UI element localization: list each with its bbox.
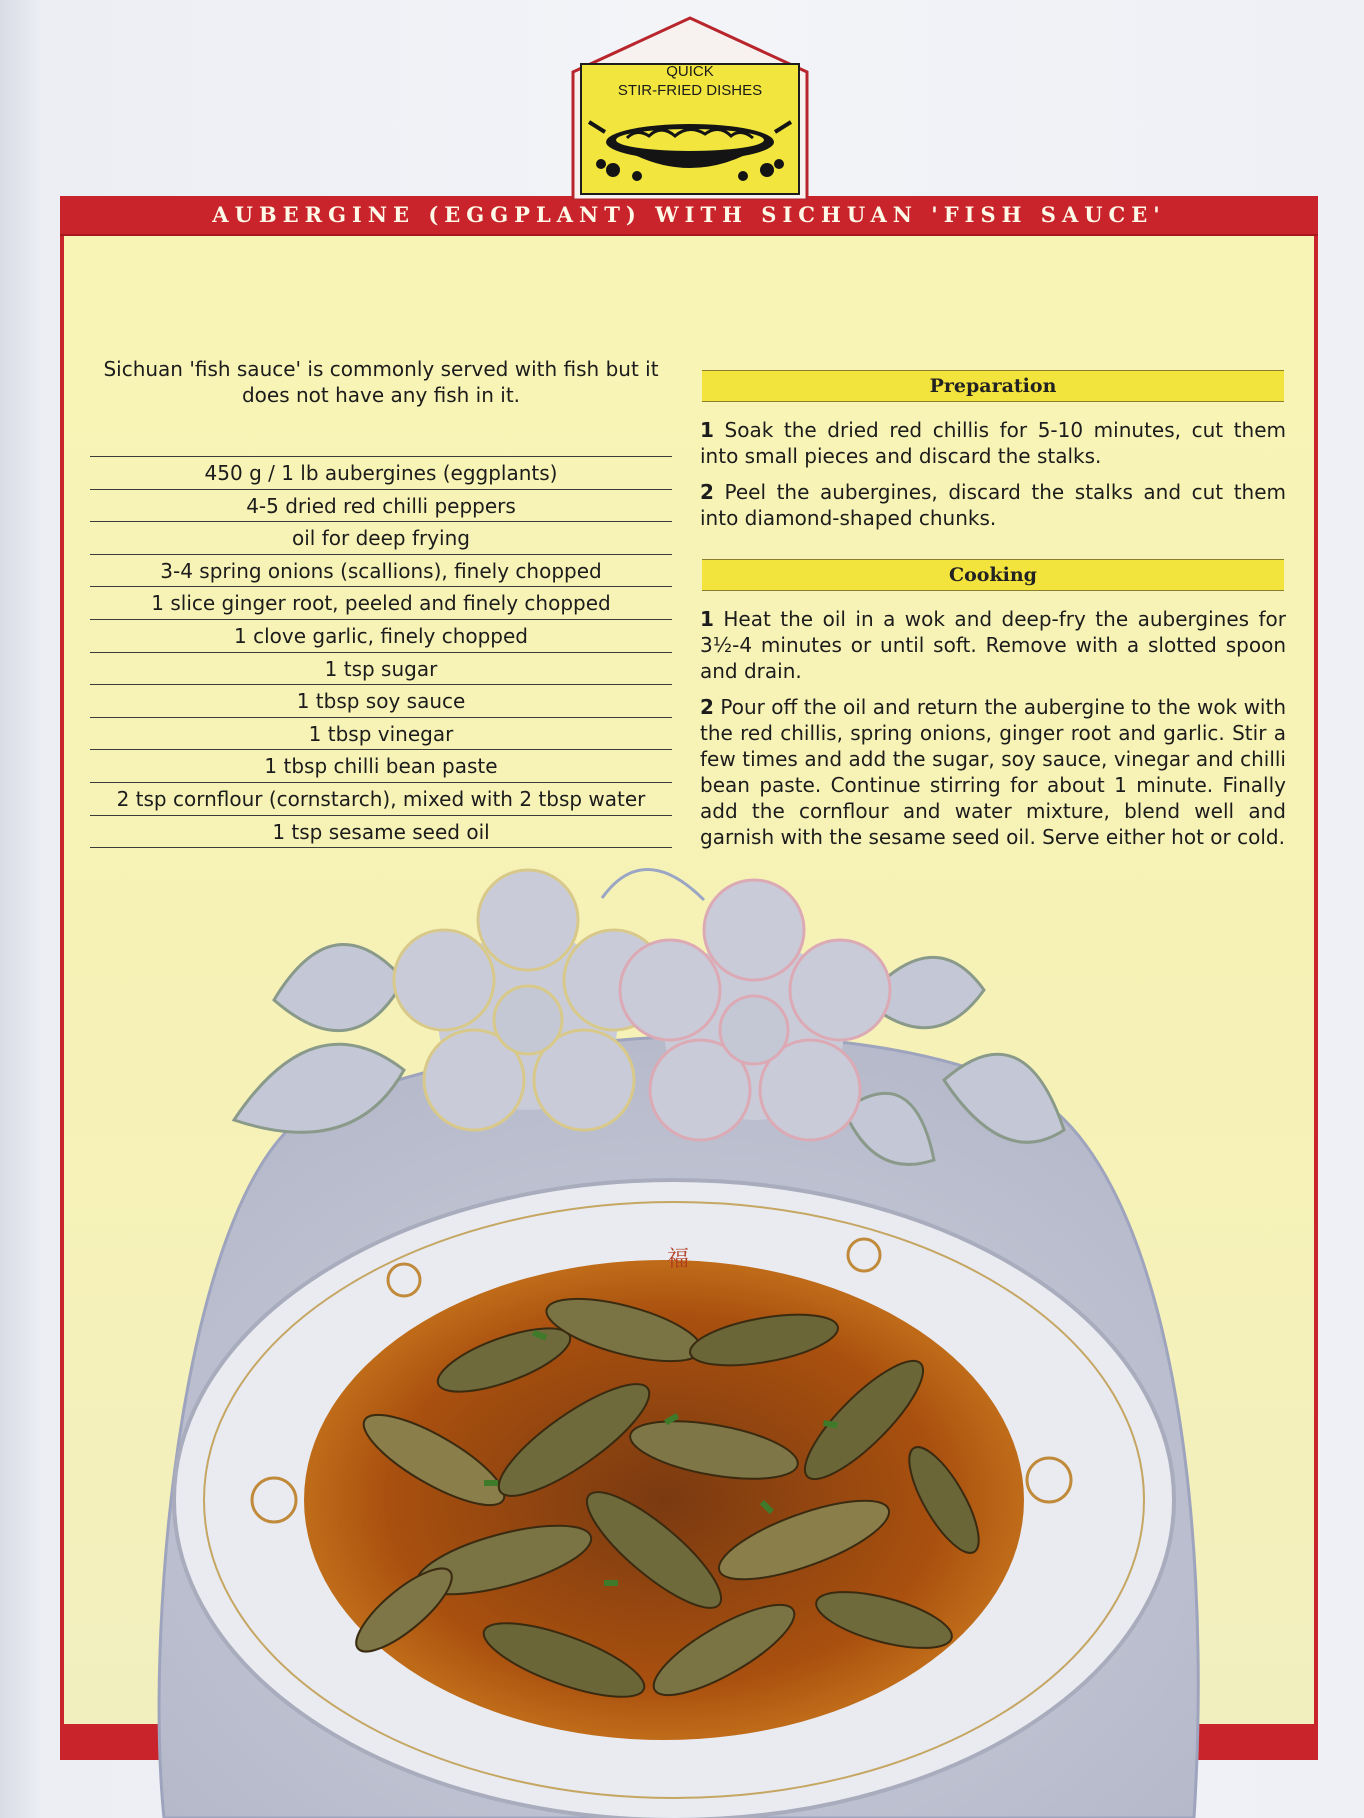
cooking-step: [700, 694, 1286, 850]
preparation-step: [700, 479, 1286, 531]
preparation-heading: Preparation: [702, 370, 1284, 402]
serving-plate: [174, 1180, 1174, 1818]
step-number: 1: [700, 418, 714, 442]
step-number: 1: [700, 607, 714, 631]
title-bar: [60, 196, 1318, 234]
step-number: 2: [700, 480, 714, 504]
step-text: Peel the aubergines, discard the stalks and cut them into diamond-shaped chunks.: [700, 480, 1287, 530]
ingredient-item: 1 slice ginger root, peeled and finely chopped: [90, 587, 672, 620]
step-text: Heat the oil in a wok and deep-fry the aubergines for 3½-4 minutes or until soft. Remove with a slotted spoon and drain.: [700, 607, 1286, 683]
badge-frame: [567, 14, 813, 200]
cooking-step: [700, 606, 1286, 684]
dish-photo: [104, 860, 1264, 1818]
recipe-title: AUBERGINE (EGGPLANT) WITH SICHUAN 'FISH SAUCE': [212, 202, 1166, 227]
ingredient-item: 3-4 spring onions (scallions), finely chopped: [90, 555, 672, 588]
ingredient-item: 4-5 dried red chilli peppers: [90, 490, 672, 523]
ingredient-item: 1 tsp sesame seed oil: [90, 816, 672, 849]
ingredient-item: 2 tsp cornflour (cornstarch), mixed with 2 tbsp water: [90, 783, 672, 816]
plate-character: 福: [666, 1247, 690, 1272]
step-text: Soak the dried red chillis for 5-10 minutes, cut them into small pieces and discard the stalks.: [700, 418, 1286, 468]
preparation-step: [700, 417, 1286, 469]
badge-label: QUICK STIR-FRIED DISHES: [617, 63, 763, 99]
step-text: Pour off the oil and return the aubergine to the wok with the red chillis, spring onions, ginger root and garlic. Stir a few times and add the sugar, soy sauce, vinegar and chilli bean paste. Continue stirring for about 1 minute. Finally add the cornflour and water mixture, blend well and garnish with the sesame seed oil. Serve either hot or cold.: [700, 695, 1287, 849]
ingredients-list: [90, 456, 672, 848]
ingredient-item: 450 g / 1 lb aubergines (eggplants): [90, 457, 672, 490]
ingredient-item: 1 tbsp chilli bean paste: [90, 750, 672, 783]
ingredient-item: 1 tsp sugar: [90, 653, 672, 686]
ingredient-item: 1 tbsp soy sauce: [90, 685, 672, 718]
intro-text: Sichuan 'fish sauce' is commonly served with fish but it does not have any fish in it.: [103, 357, 659, 407]
cooking-heading: Cooking: [702, 559, 1284, 591]
ingredient-item: 1 tbsp vinegar: [90, 718, 672, 751]
step-number: 2: [700, 695, 714, 719]
flower-embroidery: [620, 880, 890, 1140]
category-badge: [567, 14, 813, 200]
ingredient-item: oil for deep frying: [90, 522, 672, 555]
ingredient-item: 1 clove garlic, finely chopped: [90, 620, 672, 653]
